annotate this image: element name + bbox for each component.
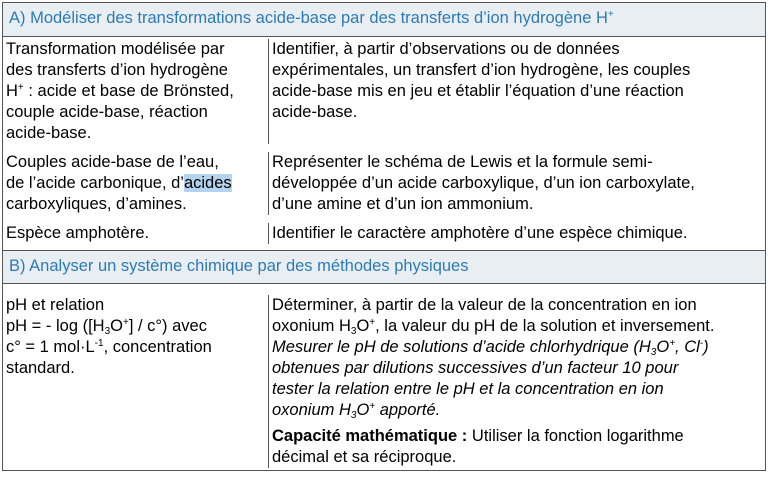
section-b-header xyxy=(3,250,765,284)
text-line xyxy=(6,337,268,358)
text-run: ) xyxy=(703,338,709,356)
subscript: 3 xyxy=(350,410,357,421)
text-line: décimal et sa réciproque. xyxy=(272,448,457,466)
superscript: + xyxy=(369,317,376,328)
table-row xyxy=(3,215,765,250)
superscript: + xyxy=(669,338,676,349)
text-run: O xyxy=(356,401,370,419)
text-run: Utiliser la fonction logarithme xyxy=(467,427,684,445)
text-line: obtenues par dilutions successives d’un facteur 10 pour xyxy=(272,359,679,377)
programme-table xyxy=(2,2,766,471)
section-a-header xyxy=(3,3,765,37)
superscript: + xyxy=(369,401,376,412)
text-line: Transformation modélisée par xyxy=(6,40,225,58)
capacites-cell xyxy=(269,223,765,244)
text-run: O xyxy=(110,317,123,335)
text-line xyxy=(6,173,268,194)
section-a-title: A) Modéliser des transformations acide-base par des transferts d’ion hydrogène H xyxy=(9,9,608,27)
text-line: Identifier, à partir d’observations ou de données xyxy=(272,40,620,58)
text-line: standard. xyxy=(6,359,75,377)
text-run: , la valeur du pH de la solution et inversement. xyxy=(375,317,715,335)
text-run: , concentration xyxy=(103,338,212,356)
section-a-title-sup: + xyxy=(607,9,614,20)
table-row xyxy=(3,37,765,144)
notions-cell xyxy=(3,39,269,144)
text-line: tester la relation entre le pH et la concentration en ion xyxy=(272,380,664,398)
capacites-cell xyxy=(269,39,765,144)
text-line: carboxyliques, d’amines. xyxy=(6,195,187,213)
notions-cell xyxy=(3,223,269,244)
superscript: + xyxy=(17,82,24,93)
text-run: Mesurer le pH de solutions d’acide chlorhydrique (H xyxy=(272,338,651,356)
section-b-title: B) Analyser un système chimique par des méthodes physiques xyxy=(9,257,469,275)
text-run: de l’acide carbonique, d’ xyxy=(6,174,184,192)
text-line: Représenter le schéma de Lewis et la formule semi- xyxy=(272,153,653,171)
text-line: couple acide-base, réaction xyxy=(6,103,208,121)
text-line: acide-base. xyxy=(6,124,92,142)
text-line xyxy=(272,337,765,358)
text-line: d’une amine et d’un ion ammonium. xyxy=(272,195,534,213)
subscript: 3 xyxy=(650,347,657,358)
table-row xyxy=(3,284,765,470)
superscript: -1 xyxy=(94,338,104,349)
text-line: Couples acide-base de l’eau, xyxy=(6,153,219,171)
text-run: apporté. xyxy=(375,401,441,419)
text-line xyxy=(272,426,765,447)
text-line xyxy=(272,400,765,421)
text-line: pH et relation xyxy=(6,296,105,314)
text-run: O xyxy=(356,317,370,335)
text-run: pH = - log ([H xyxy=(6,317,105,335)
text-line xyxy=(6,81,268,102)
superscript: - xyxy=(699,338,704,349)
text-run: H xyxy=(6,82,18,100)
text-line: Identifier le caractère amphotère d’une espèce chimique. xyxy=(272,224,688,242)
text-run: c° = 1 mol·L xyxy=(6,338,95,356)
text-run: oxonium H xyxy=(272,401,351,419)
text-run: ] / c°) avec xyxy=(128,317,207,335)
text-line: développée d’un acide carboxylique, d’un ion carboxylate, xyxy=(272,174,695,192)
capacites-cell xyxy=(269,152,765,215)
table-row xyxy=(3,144,765,215)
text-line: Déterminer, à partir de la valeur de la concentration en ion xyxy=(272,296,697,314)
text-run: O xyxy=(656,338,670,356)
notions-cell xyxy=(3,295,269,468)
text-line xyxy=(6,316,268,337)
text-run: oxonium H xyxy=(272,317,351,335)
notions-cell xyxy=(3,152,269,215)
text-line: acide-base mis en jeu et établir l’équation d’une réaction xyxy=(272,82,684,100)
text-line: acide-base. xyxy=(272,103,358,121)
text-run: : acide et base de Brönsted, xyxy=(23,82,234,100)
text-line: Espèce amphotère. xyxy=(6,224,150,242)
subscript: 3 xyxy=(104,326,111,337)
superscript: + xyxy=(122,317,129,328)
text-line: des transferts d’ion hydrogène xyxy=(6,61,228,79)
text-line: expérimentales, un transfert d’ion hydrogène, les couples xyxy=(272,61,691,79)
capacites-cell xyxy=(269,295,765,468)
text-line xyxy=(272,316,765,337)
text-run-bold: Capacité mathématique : xyxy=(272,427,468,445)
selected-text[interactable]: acides xyxy=(183,174,232,192)
subscript: 3 xyxy=(350,326,357,337)
text-run: , Cl xyxy=(675,338,700,356)
